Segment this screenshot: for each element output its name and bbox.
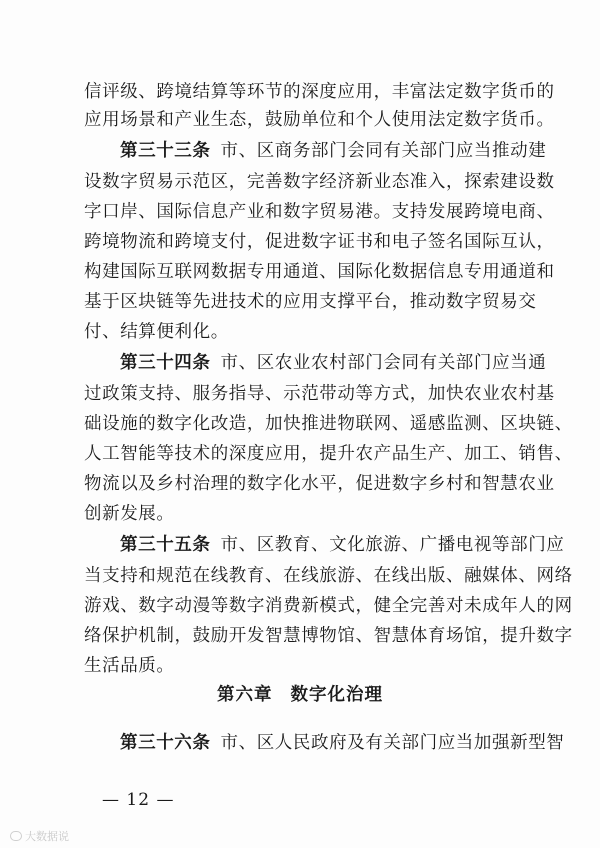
- watermark-text: 大数据说: [25, 830, 69, 843]
- text-line: 字口岸、国际信息产业和数字贸易港。支持发展跨境电商、: [84, 202, 555, 222]
- article-33-heading-line: 第三十三条 市、区商务部门会同有关部门应当推动建: [120, 141, 547, 161]
- text-line: 络保护机制，鼓励开发智慧博物馆、智慧体育场馆，提升数字: [84, 626, 573, 646]
- article-number: 第三十五条: [120, 535, 211, 555]
- text-line: 生活品质。: [84, 656, 175, 676]
- text-line: 应用场景和产业生态，鼓励单位和个人使用法定数字货币。: [84, 110, 555, 130]
- watermark: [10, 828, 69, 844]
- article-34-heading-line: 第三十四条 市、区农业农村部门会同有关部门应当通: [120, 353, 547, 373]
- text-line: 基于区块链等先进技术的应用支撑平台，推动数字贸易交: [84, 292, 537, 312]
- chapter-number: 第六章: [217, 685, 273, 705]
- text-line: 当支持和规范在线教育、在线旅游、在线出版、融媒体、网络: [84, 566, 573, 586]
- article-number: 第三十三条: [120, 141, 211, 161]
- text-line: 信评级、跨境结算等环节的深度应用，丰富法定数字货币的: [84, 82, 555, 102]
- text-line: 构建国际互联网数据专用通道、国际化数据信息专用通道和: [84, 262, 555, 282]
- text-line: 础设施的数字化改造，加快推进物联网、遥感监测、区块链、: [84, 414, 573, 434]
- text-line: 创新发展。: [84, 504, 175, 524]
- chapter-title: 数字化治理: [290, 685, 383, 705]
- text-line: 跨境物流和跨境支付，促进数字证书和电子签名国际互认，: [84, 232, 555, 252]
- text-line: 物流以及乡村治理的数字化水平，促进数字乡村和智慧农业: [84, 474, 555, 494]
- text-line: 游戏、数字动漫等数字消费新模式，健全完善对未成年人的网: [84, 596, 573, 616]
- article-number: 第三十六条: [120, 733, 211, 753]
- article-number: 第三十四条: [120, 353, 211, 373]
- article-36-heading-line: 第三十六条 市、区人民政府及有关部门应当加强新型智: [120, 733, 565, 753]
- text-line: 过政策支持、服务指导、示范带动等方式，加快农业农村基: [84, 384, 555, 404]
- text-line: 付、结算便利化。: [84, 322, 229, 342]
- chapter-heading: [0, 681, 600, 706]
- watermark-logo-icon: [10, 831, 22, 841]
- text-line: 人工智能等技术的深度应用，提升农产品生产、加工、销售、: [84, 444, 573, 464]
- page-number: — 12 —: [102, 790, 175, 810]
- text-line: 设数字贸易示范区，完善数字经济新业态准入，探索建设数: [84, 172, 555, 192]
- article-35-heading-line: 第三十五条 市、区教育、文化旅游、广播电视等部门应: [120, 535, 565, 555]
